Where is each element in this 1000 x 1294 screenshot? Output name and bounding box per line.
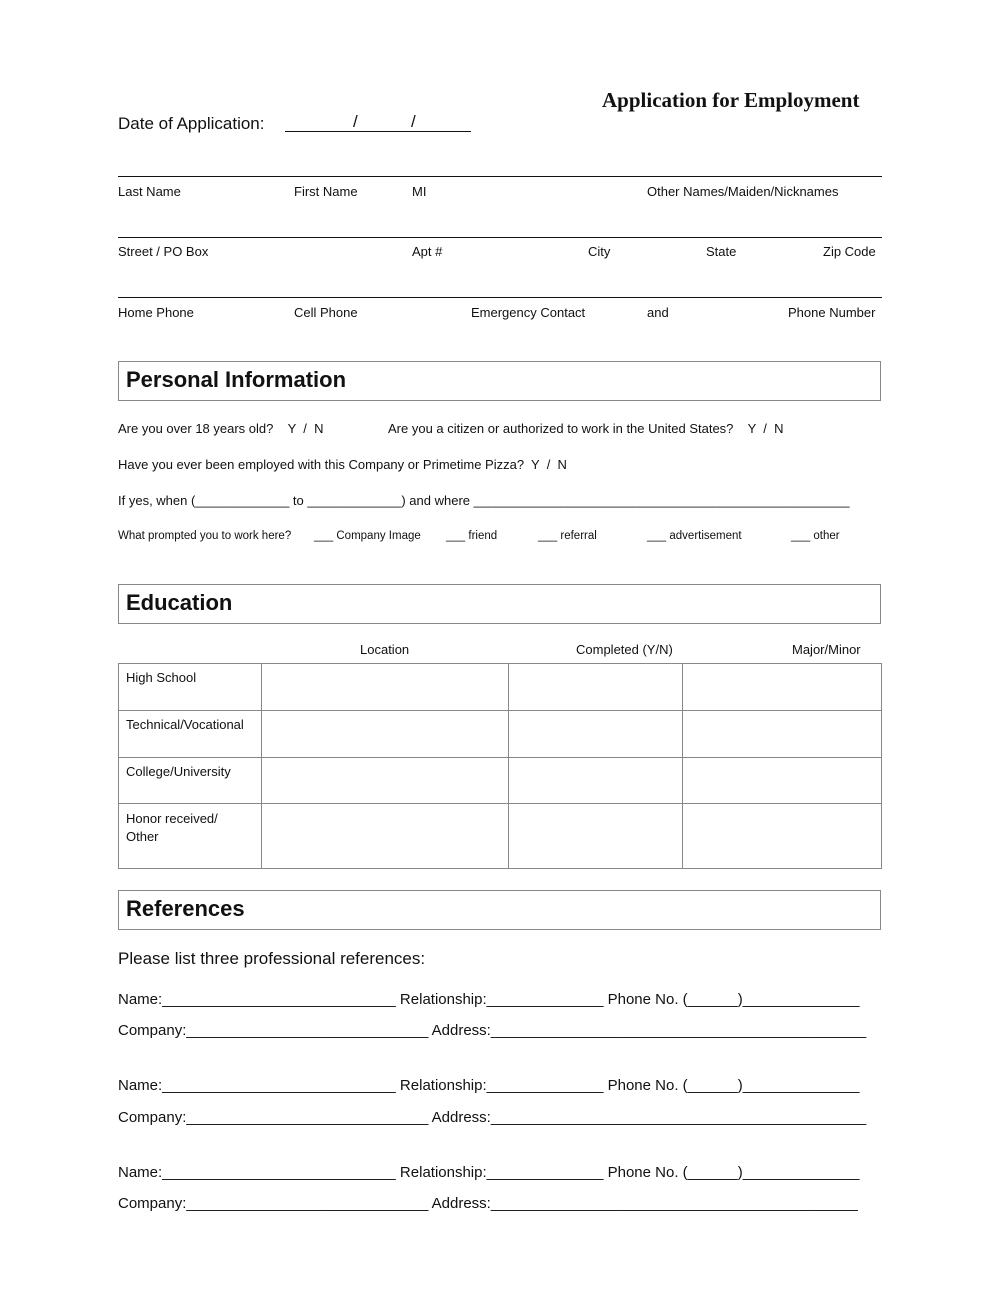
row-label-technical: Technical/Vocational (119, 711, 262, 758)
city-label: City (588, 244, 611, 259)
emergency-contact-label: Emergency Contact (471, 305, 586, 320)
technical-location-cell[interactable] (262, 711, 509, 758)
phone-line[interactable] (118, 297, 882, 298)
completed-column-header: Completed (Y/N) (576, 642, 673, 657)
high-school-completed-cell[interactable] (509, 664, 683, 711)
street-label: Street / PO Box (118, 244, 209, 259)
prior-employment-details[interactable]: If yes, when (_____________ to _____________) and where ____________________________________________________ (118, 493, 850, 508)
page-title: Application for Employment (602, 88, 860, 112)
age-question: Are you over 18 years old? Y / N (118, 421, 324, 436)
college-location-cell[interactable] (262, 758, 509, 804)
college-major-cell[interactable] (683, 758, 882, 804)
option-advertisement[interactable]: ___ advertisement (647, 530, 742, 542)
references-instructions: Please list three professional references: (118, 949, 426, 968)
reference-2-company-line[interactable]: Company:_____________________________ Address:_____________________________________________ (118, 1109, 867, 1126)
date-of-application-label: Date of Application: (118, 114, 265, 133)
citizen-question: Are you a citizen or authorized to work in the United States? Y / N (388, 421, 784, 436)
option-friend[interactable]: ___ friend (446, 530, 498, 542)
row-label-honor: Honor received/ Other (119, 804, 262, 869)
table-row (119, 664, 882, 711)
reference-2-name-line[interactable]: Name:____________________________ Relationship:______________ Phone No. (______)______________ (118, 1077, 860, 1094)
prompted-question: What prompted you to work here? (118, 530, 292, 542)
section-title: Personal Information (126, 367, 347, 392)
cell-phone-label: Cell Phone (294, 305, 358, 320)
references-header (118, 890, 881, 930)
table-row (119, 804, 882, 869)
row-label-college: College/University (119, 758, 262, 804)
date-of-application-field[interactable] (285, 131, 471, 132)
apt-label: Apt # (412, 244, 443, 259)
technical-completed-cell[interactable] (509, 711, 683, 758)
date-separator: / (353, 112, 358, 131)
zip-code-label: Zip Code (823, 244, 876, 259)
row-label-high-school: High School (119, 664, 262, 711)
option-company-image[interactable]: ___ Company Image (314, 530, 421, 542)
phone-number-label: Phone Number (788, 305, 876, 320)
table-row (119, 758, 882, 804)
option-other[interactable]: ___ other (791, 530, 840, 542)
first-name-label: First Name (294, 184, 358, 199)
reference-3-company-line[interactable]: Company:_____________________________ Address:____________________________________________ (118, 1195, 858, 1212)
education-table (118, 663, 882, 869)
option-referral[interactable]: ___ referral (538, 530, 597, 542)
education-header (118, 584, 881, 624)
honor-major-cell[interactable] (683, 804, 882, 869)
honor-completed-cell[interactable] (509, 804, 683, 869)
name-line[interactable] (118, 176, 882, 177)
personal-information-header (118, 361, 881, 401)
honor-location-cell[interactable] (262, 804, 509, 869)
college-completed-cell[interactable] (509, 758, 683, 804)
reference-3-name-line[interactable]: Name:____________________________ Relationship:______________ Phone No. (______)______________ (118, 1164, 860, 1181)
high-school-location-cell[interactable] (262, 664, 509, 711)
reference-1-company-line[interactable]: Company:_____________________________ Address:_____________________________________________ (118, 1022, 867, 1039)
section-title: Education (126, 590, 233, 615)
last-name-label: Last Name (118, 184, 181, 199)
major-minor-column-header: Major/Minor (792, 642, 861, 657)
middle-initial-label: MI (412, 184, 427, 199)
reference-1-name-line[interactable]: Name:____________________________ Relationship:______________ Phone No. (______)______________ (118, 991, 860, 1008)
date-separator: / (411, 112, 416, 131)
high-school-major-cell[interactable] (683, 664, 882, 711)
state-label: State (706, 244, 737, 259)
home-phone-label: Home Phone (118, 305, 194, 320)
section-title: References (126, 896, 245, 921)
prior-employment-question: Have you ever been employed with this Company or Primetime Pizza? Y / N (118, 457, 567, 472)
table-row (119, 711, 882, 758)
technical-major-cell[interactable] (683, 711, 882, 758)
and-label: and (647, 305, 669, 320)
other-names-label: Other Names/Maiden/Nicknames (647, 184, 839, 199)
address-line[interactable] (118, 237, 882, 238)
location-column-header: Location (360, 642, 410, 657)
